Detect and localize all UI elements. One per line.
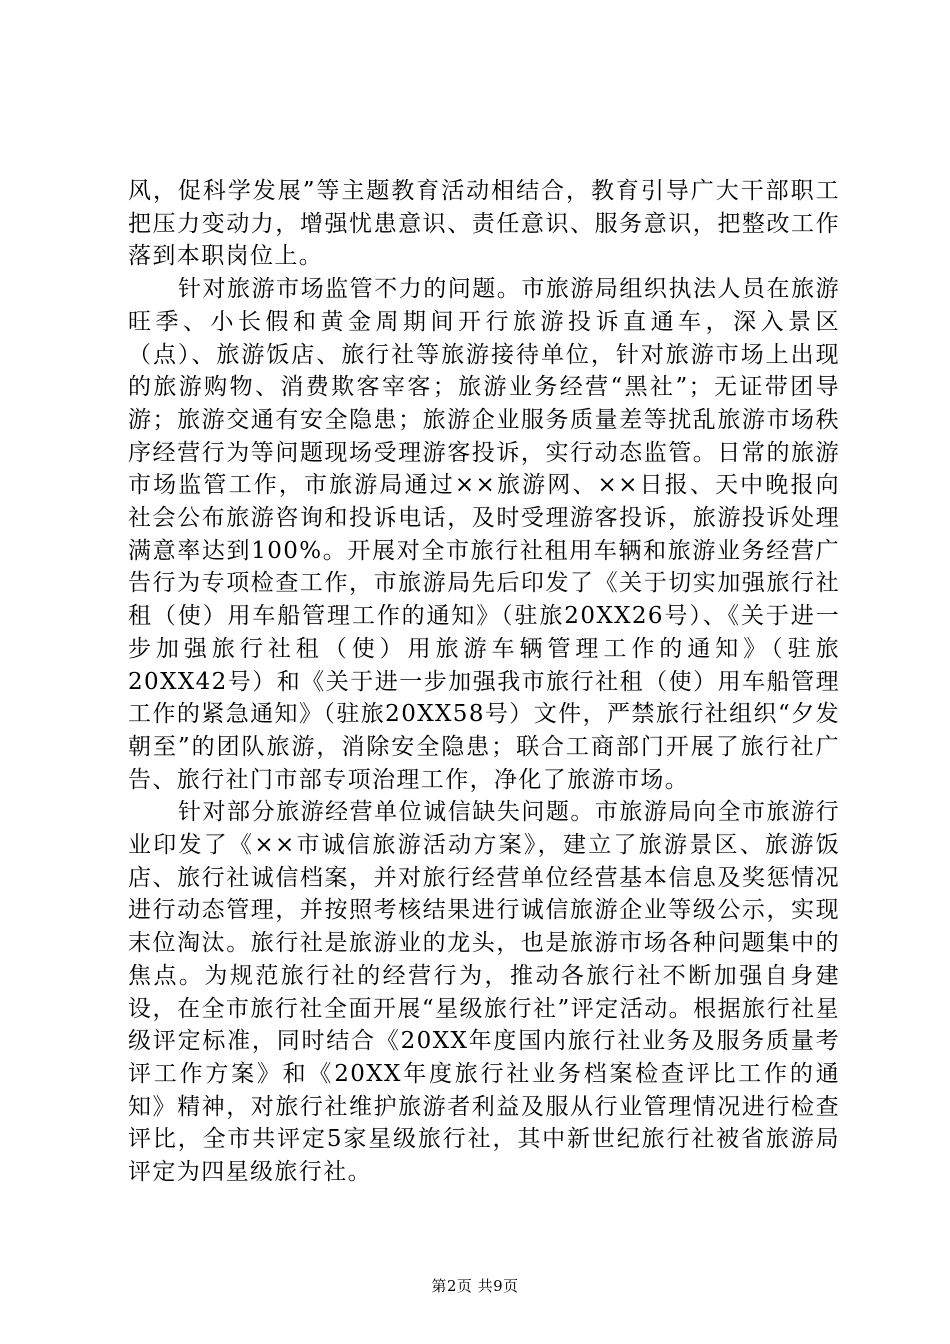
- paragraph-market-supervision: 针对旅游市场监管不力的问题。市旅游局组织执法人员在旅游旺季、小长假和黄金周期间开行旅游投诉直通车，深入景区（点）、旅游饭店、旅行社等旅游接待单位，针对旅游市场上出现的旅游购物、消费欺客宰客；旅游业务经营“黑社”；无证带团导游；旅游交通有安全隐患；旅游企业服务质量差等扰乱旅游市场秩序经营行为等问题现场受理游客投诉，实行动态监管。日常的旅游市场监管工作，市旅游局通过××旅游网、××日报、天中晚报向社会公布旅游咨询和投诉电话，及时受理游客投诉，旅游投诉处理满意率达到100%。开展对全市旅行社租用车辆和旅游业务经营广告行为专项检查工作，市旅游局先后印发了《关于切实加强旅行社租（使）用车船管理工作的通知》（驻旅20XX26号）、《关于进一步加强旅行社租（使）用旅游车辆管理工作的通知》（驻旅20XX42号）和《关于进一步加强我市旅行社租（使）用车船管理工作的紧急通知》（驻旅20XX58号）文件，严禁旅行社组织“夕发朝至”的团队旅游，消除安全隐患；联合工商部门开展了旅行社广告、旅行社门市部专项治理工作，净化了旅游市场。: [128, 276, 840, 793]
- document-body: [128, 175, 840, 1189]
- page-number-footer: 第2页 共9页: [431, 1277, 519, 1295]
- paragraph-integrity: 针对部分旅游经营单位诚信缺失问题。市旅游局向全市旅游行业印发了《××市诚信旅游活动方案》，建立了旅游景区、旅游饭店、旅行社诚信档案，并对旅行经营单位经营基本信息及奖惩情况进行动态管理，并按照考核结果进行诚信旅游企业等级公示，实现末位淘汰。旅行社是旅游业的龙头，也是旅游市场各种问题集中的焦点。为规范旅行社的经营行为，推动各旅行社不断加强自身建设，在全市旅行社全面开展“星级旅行社”评定活动。根据旅行社星级评定标准，同时结合《20XX年度国内旅行社业务及服务质量考评工作方案》和《20XX年度旅行社业务档案检查评比工作的通知》精神，对旅行社维护旅游者利益及服从行业管理情况进行检查评比，全市共评定5家星级旅行社，其中新世纪旅行社被省旅游局评定为四星级旅行社。: [128, 799, 840, 1186]
- paragraph-continuation: 风，促科学发展”等主题教育活动相结合，教育引导广大干部职工把压力变动力，增强忧患意识、责任意识、服务意识，把整改工作落到本职岗位上。: [128, 178, 840, 270]
